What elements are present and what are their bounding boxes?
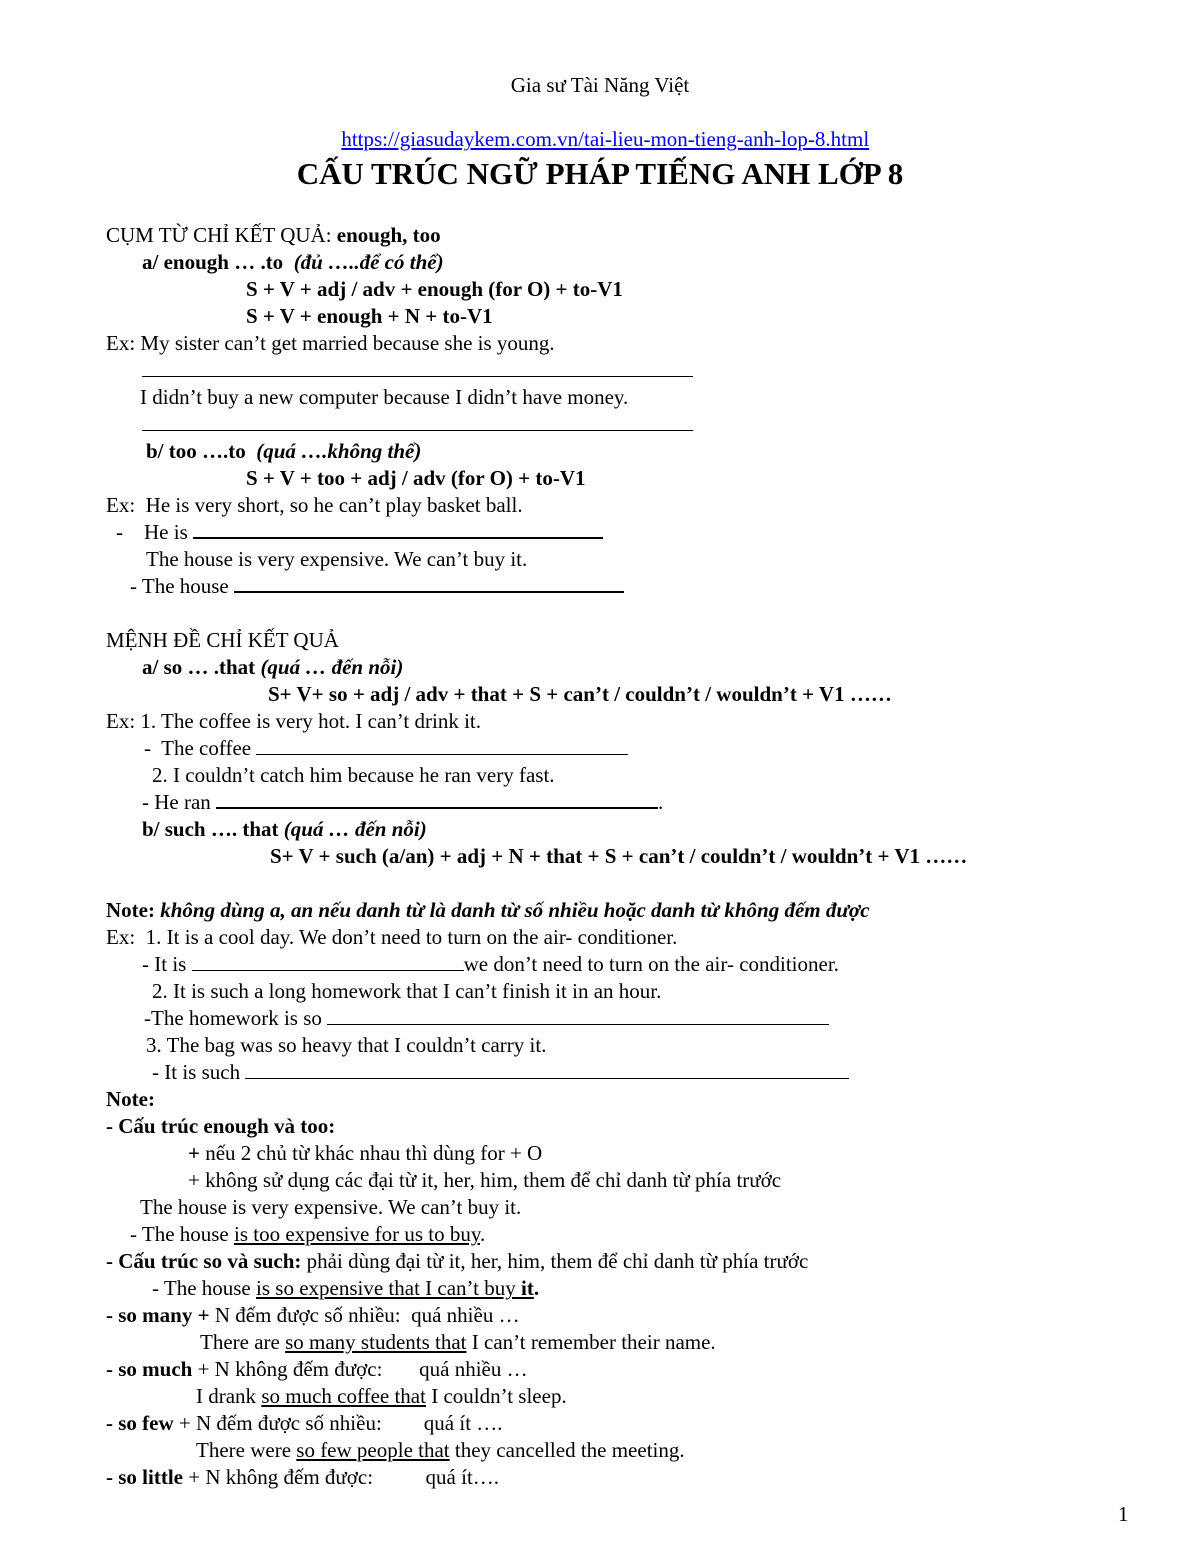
so-little-text: + N không đếm được: quá ít….	[188, 1465, 500, 1489]
enough-label	[142, 249, 444, 275]
too-answer-1	[116, 519, 603, 545]
answer-blank[interactable]	[327, 1006, 829, 1025]
answer-blank[interactable]	[245, 1060, 849, 1079]
section2-heading: MỆNH ĐỀ CHỈ KẾT QUẢ	[106, 628, 339, 652]
note-2-label: Note:	[106, 1087, 155, 1111]
too-label	[146, 438, 421, 464]
enough-example-1: Ex: My sister can’t get married because she is young.	[106, 331, 555, 355]
so-few-rule	[106, 1410, 503, 1436]
answer-blank[interactable]	[142, 358, 693, 377]
exercise-1-answer	[142, 951, 839, 977]
note-1-label: Note:	[106, 898, 161, 922]
site-name: Gia sư Tài Năng Việt	[510, 73, 690, 97]
exercise-2-answer-prefix: -The homework is so	[144, 1006, 328, 1030]
answer-blank[interactable]	[193, 519, 603, 539]
so-many-example-c: I can’t remember their name.	[466, 1330, 716, 1354]
enough-formula-2: S + V + enough + N + to-V1	[246, 304, 493, 328]
so-much-example-a: I drank	[196, 1384, 262, 1408]
enough-example-2: I didn’t buy a new computer because I didn’t have money.	[140, 385, 629, 409]
rule-1-plus: +	[188, 1141, 206, 1165]
answer-blank[interactable]	[192, 952, 464, 971]
so-that-formula: S+ V+ so + adj / adv + that + S + can’t / couldn’t / wouldn’t + V1 ……	[268, 682, 892, 706]
so-many-text: N đếm được số nhiều: quá nhiều …	[214, 1303, 520, 1327]
so-many-keyword: - so many +	[106, 1303, 215, 1327]
so-that-answer-1-prefix: - The coffee	[144, 736, 257, 760]
too-answer-2-prefix: - The house	[130, 574, 235, 598]
enough-answer-2-line	[142, 411, 693, 437]
such-that-label	[142, 816, 427, 842]
section1-heading	[106, 222, 441, 248]
answer-blank[interactable]	[234, 573, 624, 593]
rule-1	[188, 1140, 542, 1166]
so-that-answer-2-period: .	[658, 790, 664, 814]
too-formula: S + V + too + adj / adv (for O) + to-V1	[246, 466, 586, 490]
note-1	[106, 897, 870, 923]
so-few-keyword: - so few	[106, 1411, 179, 1435]
so-that-meaning: (quá … đến nỗi)	[260, 655, 404, 679]
enough-formula-1: S + V + adj / adv + enough (for O) + to-V1	[246, 277, 623, 301]
page-number: 1	[1118, 1502, 1129, 1526]
enough-too-note-heading: - Cấu trúc enough và too:	[106, 1114, 336, 1138]
so-little-keyword: - so little	[106, 1465, 189, 1489]
header-url	[0, 100, 1200, 152]
note-example-2-a: - The house	[152, 1276, 257, 1300]
enough-meaning: (đủ …..để có thể)	[293, 250, 444, 274]
so-much-example-c: I couldn’t sleep.	[425, 1384, 567, 1408]
so-that-label-text: a/ so … .that	[142, 655, 261, 679]
too-answer-1-prefix: - He is	[116, 520, 193, 544]
note-example-1-answer-a: - The house	[130, 1222, 235, 1246]
page-title: CẤU TRÚC NGỮ PHÁP TIẾNG ANH LỚP 8	[296, 156, 904, 191]
such-that-formula: S+ V + such (a/an) + adj + N + that + S + can’t / couldn’t / wouldn’t + V1 ……	[270, 844, 968, 868]
so-little-rule	[106, 1464, 499, 1490]
section1-heading-a: CỤM TỪ CHỈ KẾT QUẢ:	[106, 223, 337, 247]
rule-1-text: nếu 2 chủ từ khác nhau thì dùng for + O	[205, 1141, 543, 1165]
exercise-3: 3. The bag was so heavy that I couldn’t carry it.	[146, 1033, 547, 1057]
so-few-example-a: There were	[196, 1438, 297, 1462]
exercise-1-answer-a: - It is	[142, 952, 192, 976]
so-few-text: + N đếm được số nhiều: quá ít ….	[178, 1411, 503, 1435]
exercise-3-answer	[152, 1059, 849, 1085]
too-meaning: (quá ….không thể)	[256, 439, 422, 463]
answer-blank[interactable]	[142, 412, 693, 431]
so-many-rule	[106, 1302, 520, 1328]
note-example-1-answer	[130, 1221, 485, 1247]
note-example-1-answer-b: is too expensive for us to buy	[234, 1222, 480, 1246]
exercise-3-answer-prefix: - It is such	[152, 1060, 246, 1084]
so-much-keyword: - so much	[106, 1357, 198, 1381]
such-that-meaning: (quá … đến nỗi)	[283, 817, 427, 841]
so-much-example-b: so much coffee that	[261, 1384, 426, 1408]
so-few-example-c: they cancelled the meeting.	[449, 1438, 685, 1462]
enough-answer-1-line	[142, 357, 693, 383]
so-much-example	[196, 1383, 567, 1409]
so-such-note	[106, 1248, 808, 1274]
exercise-1: Ex: 1. It is a cool day. We don’t need to turn on the air- conditioner.	[106, 925, 678, 949]
note-example-2	[152, 1275, 539, 1301]
so-many-example	[200, 1329, 716, 1355]
so-many-example-a: There are	[200, 1330, 286, 1354]
too-example-2: The house is very expensive. We can’t buy it.	[146, 547, 528, 571]
so-that-answer-1	[144, 735, 628, 761]
so-much-rule	[106, 1356, 528, 1382]
answer-blank[interactable]	[256, 736, 628, 755]
note-example-2-d: .	[533, 1276, 540, 1300]
too-answer-2	[130, 573, 624, 599]
so-that-example-2: 2. I couldn’t catch him because he ran very fast.	[152, 763, 555, 787]
so-such-note-text: phải dùng đại từ it, her, him, them để chỉ danh từ phía trước	[306, 1249, 809, 1273]
note-example-2-b: is so expensive that I can’t buy	[256, 1276, 521, 1300]
note-example-1: The house is very expensive. We can’t buy it.	[140, 1195, 522, 1219]
so-much-text: + N không đếm được: quá nhiều …	[197, 1357, 528, 1381]
so-few-example-b: so few people that	[296, 1438, 450, 1462]
so-such-note-heading: - Cấu trúc so và such:	[106, 1249, 307, 1273]
too-label-text: b/ too ….to	[146, 439, 257, 463]
enough-label-text: a/ enough … .to	[142, 250, 294, 274]
note-example-2-c: it	[521, 1276, 534, 1300]
exercise-2-answer	[144, 1005, 829, 1031]
so-many-example-b: so many students that	[285, 1330, 467, 1354]
source-link[interactable]: https://giasudaykem.com.vn/tai-lieu-mon-tieng-anh-lop-8.html	[341, 127, 870, 151]
rule-2: + không sử dụng các đại từ it, her, him, them để chỉ danh từ phía trước	[188, 1168, 782, 1192]
so-few-example	[196, 1437, 685, 1463]
so-that-example-1: Ex: 1. The coffee is very hot. I can’t drink it.	[106, 709, 481, 733]
so-that-label	[142, 654, 403, 680]
note-1-text: không dùng a, an nếu danh từ là danh từ số nhiều hoặc danh từ không đếm được	[160, 898, 870, 922]
so-that-answer-2	[142, 789, 663, 815]
answer-blank[interactable]	[216, 789, 658, 809]
exercise-2: 2. It is such a long homework that I can’t finish it in an hour.	[152, 979, 662, 1003]
section1-heading-b: enough, too	[336, 223, 441, 247]
exercise-1-answer-b: we don’t need to turn on the air- conditioner.	[463, 952, 839, 976]
so-that-answer-2-prefix: - He ran	[142, 790, 217, 814]
too-example-1: Ex: He is very short, so he can’t play basket ball.	[106, 493, 523, 517]
such-that-label-text: b/ such …. that	[142, 817, 284, 841]
note-example-1-answer-c: .	[479, 1222, 486, 1246]
